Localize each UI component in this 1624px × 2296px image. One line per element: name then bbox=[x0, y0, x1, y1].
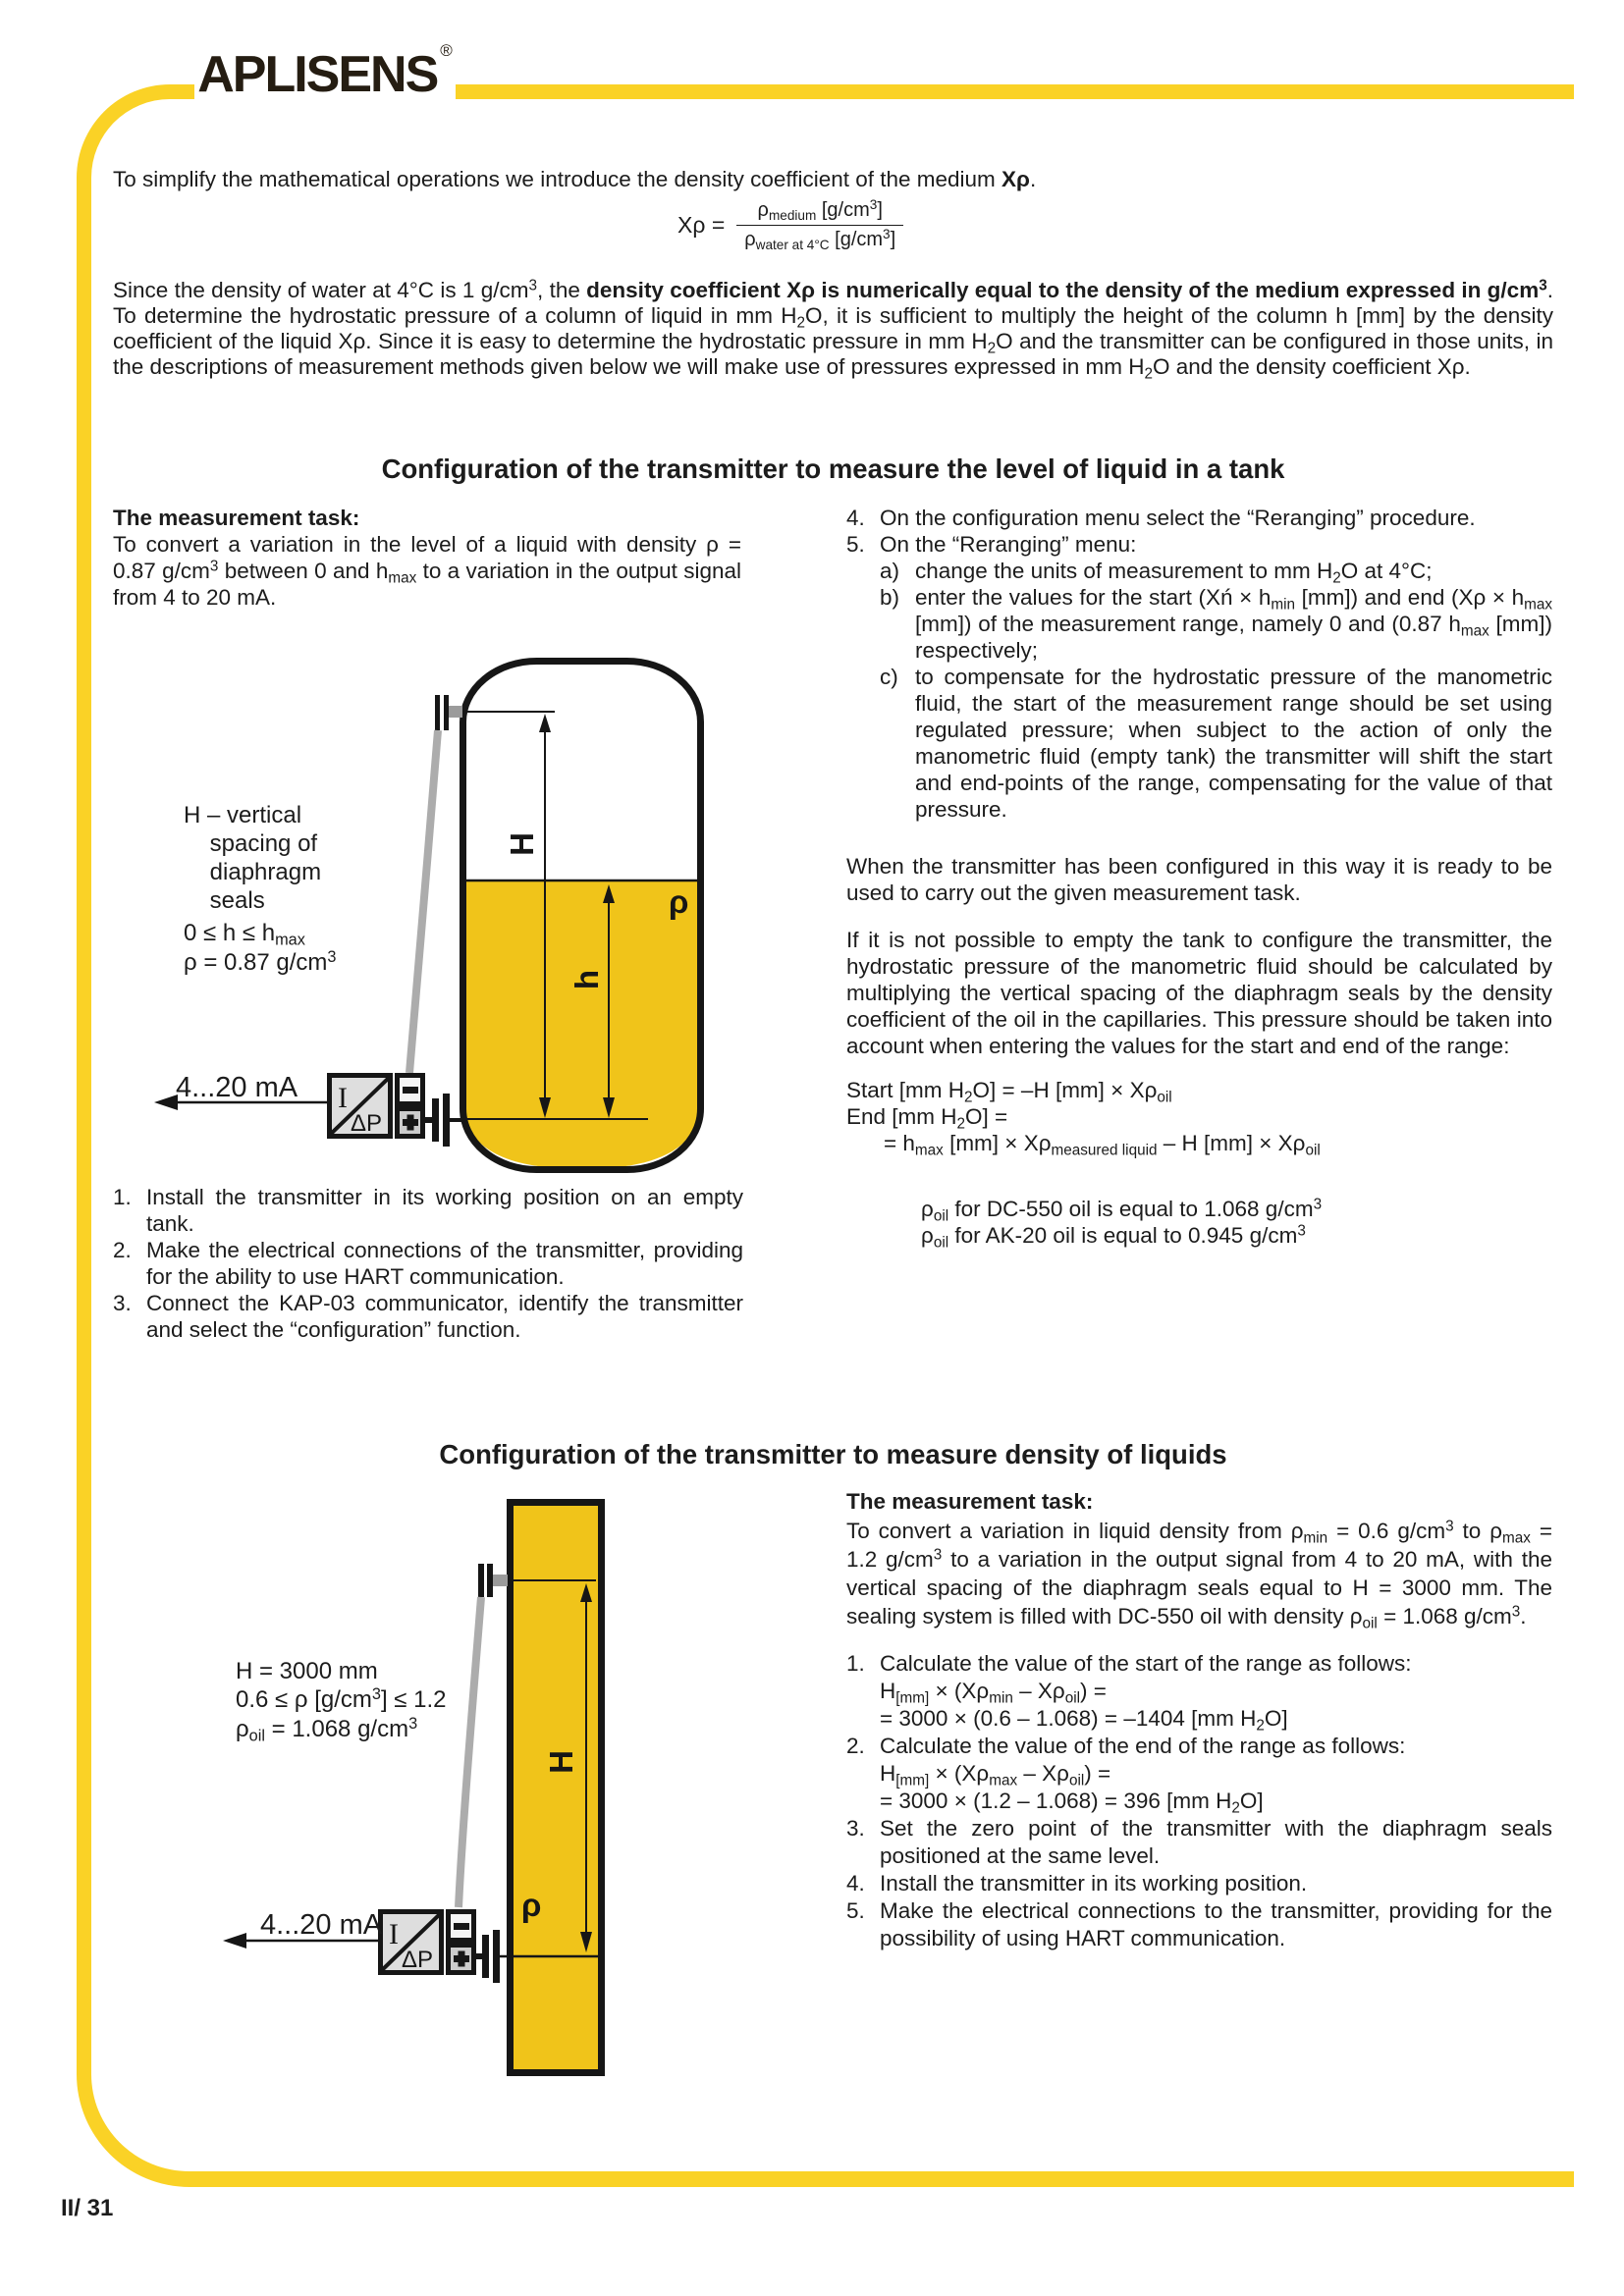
transmitter-dp-label: ΔP bbox=[402, 1947, 434, 1973]
tank-density-symbol: ρ bbox=[669, 883, 689, 920]
list-text: Install the transmitter in its working position on an empty tank. bbox=[146, 1185, 743, 1236]
lower-diaphragm-seal-flange bbox=[432, 1094, 450, 1147]
sub-list-text: change the units of measurement to mm $H_2O$ at 4°C; bbox=[915, 559, 1433, 587]
registered-trademark-icon: ® bbox=[440, 41, 453, 60]
sub-list-label: c) bbox=[880, 665, 898, 689]
liquid-density-label: ρ = 0.87 $g/cm^3$ bbox=[184, 947, 337, 976]
list-number: 2. bbox=[113, 1238, 132, 1262]
s1-right-column bbox=[846, 505, 1552, 1252]
density-coefficient-formula bbox=[677, 199, 903, 251]
intro-paragraph-2: Since the density of water at 4°C is 1 $g/cm^3$, the density coefficient Xρ is numerically equal to the density of the medium expressed in $g/cm^3$. To determine the hydrostatic pressure of a column of liquid in mm $H_2O$, it is sufficient to multiply the height of the column h [mm] by the density coefficient of the liquid Xρ. Since it is easy to determine the hydrostatic pressure in mm $H_2O$ and the transmitter can be configured in those units, in the descriptions of measurement methods given below we will make use of pressures expressed in mm $H_2O$ and the density coefficient Xρ. bbox=[113, 277, 1553, 383]
dim-H-label: H bbox=[504, 832, 540, 856]
formula-denominator: $\rho_{water at 4^\circ C}$ $[g/cm^3]$ bbox=[736, 225, 903, 251]
seal-spacing-label: H – vertical spacing of diaphragm seals bbox=[184, 802, 322, 914]
sub-list-item bbox=[880, 558, 1552, 587]
list-text: On the “Reranging” menu: bbox=[880, 532, 1137, 557]
output-signal-label: 4...20 mA bbox=[260, 1909, 383, 1941]
list-text: On the configuration menu select the “Reranging” procedure. bbox=[880, 506, 1476, 530]
list-text: Calculate the value of the start of the range as follows: $H_{[mm]} \times (X\rho_{min} - X\rho_{oil})$ = = 3000 × (0.6 – 1.068) = –1404 [mm $H_2O$] bbox=[880, 1651, 1412, 1735]
seal-spacing-value-label: H = 3000 mm bbox=[236, 1658, 378, 1684]
output-signal-label: 4...20 mA bbox=[176, 1072, 298, 1103]
brand-logo bbox=[194, 24, 456, 126]
list-item bbox=[846, 1815, 1552, 1870]
column-density-symbol: ρ bbox=[521, 1887, 542, 1923]
list-item bbox=[113, 1184, 743, 1237]
range-start-formula: Start [mm $H_2O] = -H$ $[mm] \times X\rho_{oil}$ bbox=[846, 1078, 1172, 1106]
oil-density-note-dc550: $\rho_{oil}$ for DC-550 oil is equal to 1.068 $g/cm^3$ bbox=[921, 1196, 1323, 1225]
tank-liquid bbox=[463, 881, 700, 1169]
list-number: 3. bbox=[846, 1816, 865, 1841]
tank bbox=[460, 662, 702, 1170]
dim-H-arrow-up bbox=[539, 714, 551, 732]
list-number: 3. bbox=[113, 1291, 132, 1315]
list-text: Install the transmitter in its working position. bbox=[880, 1871, 1308, 1896]
list-item bbox=[113, 1290, 743, 1343]
list-item bbox=[846, 1650, 1552, 1733]
formula-lhs: Xρ = bbox=[677, 212, 726, 238]
s1-task-label: The measurement task: bbox=[113, 506, 360, 530]
list-number: 5. bbox=[846, 1898, 865, 1923]
liquid-column bbox=[511, 1503, 602, 2073]
list-item bbox=[846, 1870, 1552, 1897]
level-range-label: $0 \le h \le h_{max}$ bbox=[184, 920, 305, 949]
list-text: Connect the KAP-03 communicator, identify the transmitter and select the “configuration” function. bbox=[146, 1291, 743, 1342]
formula-numerator: $\rho_{medium}$ $[g/cm^3]$ bbox=[757, 197, 883, 223]
density-measurement-diagram bbox=[113, 1472, 746, 2106]
paragraph-configured: When the transmitter has been configured in this way it is ready to be used to carry out the given measurement task. bbox=[846, 854, 1552, 905]
formula-fraction bbox=[736, 199, 903, 251]
brand-logo-text: APLISENS bbox=[197, 46, 438, 103]
arrow-left-icon bbox=[154, 1095, 178, 1110]
s2-steps-list bbox=[846, 1650, 1552, 1952]
minus-glyph bbox=[403, 1087, 418, 1094]
dim-H-label: H bbox=[543, 1750, 579, 1774]
capillary-tube bbox=[409, 730, 438, 1073]
sub-list-text: to compensate for the hydrostatic pressure of the manometric fluid, the start of the measurement range should be set using regulated pressure; when subject to the action of only the manometric fluid (empty tank) the transmitter will shift the start and end-points of the range, compensating for the value of that pressure. bbox=[915, 665, 1552, 822]
list-item bbox=[113, 1237, 743, 1290]
transmitter-current-label: I bbox=[338, 1082, 348, 1114]
paragraph-not-possible: If it is not possible to empty the tank to configure the transmitter, the hydrostatic pressure of the manometric fluid should be calculated by multiplying the vertical spacing of the diaphragm seals by the density coefficient of the oil in the capillaries. This pressure should be taken into account when entering the values for the start and end of the range: bbox=[846, 928, 1552, 1058]
transmitter-dp-label: ΔP bbox=[351, 1110, 383, 1137]
minus-glyph bbox=[454, 1923, 469, 1930]
page-number: II/ 31 bbox=[61, 2195, 114, 2221]
s2-task-text: To convert a variation in liquid density from $\rho_{min} = 0.6$ $g/cm^3$ to $\rho_{max} = 1.2$ $g/cm^3$ to a variation in the output signal from 4 to 20 mA, with the vertical spacing of the diaphragm seals equal to H = 3000 mm. The sealing system is filled with DC-550 oil with density $\rho_{oil} = 1.068$ $g/cm^3$. bbox=[846, 1518, 1552, 1632]
list-number: 2. bbox=[846, 1734, 865, 1758]
sub-list-text: enter the values for the start (Xń × $h_{min}$ [mm]) and end ($X\rho \times h_{max}$ [mm]) of the measurement range, namely 0 and (0.87 $h_{max}$ [mm]) respectively; bbox=[915, 585, 1552, 663]
section1-heading: Configuration of the transmitter to measure the level of liquid in a tank bbox=[381, 454, 1285, 484]
dp-transmitter bbox=[330, 1076, 464, 1148]
upper-seal-stub bbox=[493, 1575, 508, 1586]
oil-density-label: $\rho_{oil} = 1.068$ $g/cm^3$ bbox=[236, 1714, 418, 1745]
list-number: 5. bbox=[846, 532, 865, 557]
section2-heading: Configuration of the transmitter to measure density of liquids bbox=[439, 1439, 1227, 1469]
list-text: Set the zero point of the transmitter with the diaphragm seals positioned at the same level. bbox=[880, 1816, 1552, 1868]
list-number: 1. bbox=[846, 1651, 865, 1676]
lower-diaphragm-seal-flange bbox=[482, 1930, 500, 1983]
sub-list-item bbox=[880, 664, 1552, 823]
s1-steps-1-3 bbox=[113, 1184, 743, 1343]
sub-list-item bbox=[880, 584, 1552, 664]
list-text: Make the electrical connections to the transmitter, providing for the possibility of using HART communication. bbox=[880, 1898, 1552, 1950]
sub-list-label: a) bbox=[880, 559, 900, 583]
upper-diaphragm-seal-flange bbox=[435, 695, 462, 730]
list-item bbox=[846, 531, 1552, 558]
list-item bbox=[846, 1733, 1552, 1815]
range-end-formula-line1: End [mm $H_2O$] = bbox=[846, 1104, 1008, 1133]
tank-level-diagram bbox=[113, 587, 746, 1176]
sub-list-label: b) bbox=[880, 585, 900, 610]
dim-h-label: h bbox=[568, 969, 605, 990]
s1-task-text: To convert a variation in the level of a liquid with density ρ = 0.87 $g/cm^3$ between 0 and $h_{max}$ to a variation in the output signal from 4 to 20 mA. bbox=[113, 532, 742, 610]
transmitter-current-label: I bbox=[389, 1918, 399, 1950]
list-text: Calculate the value of the end of the range as follows: $H_{[mm]} \times (X\rho_{max} - X\rho_{oil})$ = = 3000 × (1.2 – 1.068) = 396 [mm $H_2O$] bbox=[880, 1734, 1406, 1817]
list-number: 4. bbox=[846, 506, 865, 530]
oil-density-note-ak20: $\rho_{oil}$ for AK-20 oil is equal to 0.945 $g/cm^3$ bbox=[921, 1222, 1306, 1252]
range-end-formula-line2: = $h_{max}$ $[mm] \times X\rho_{measured liquid} - H$ $[mm] \times X\rho_{oil}$ bbox=[884, 1131, 1321, 1159]
list-number: 1. bbox=[113, 1185, 132, 1209]
list-item bbox=[846, 1897, 1552, 1952]
upper-diaphragm-seal-flange bbox=[478, 1564, 508, 1597]
intro-paragraph-1: To simplify the mathematical operations we introduce the density coefficient of the medium Xρ. bbox=[113, 167, 1037, 191]
list-text: Make the electrical connections of the transmitter, providing for the ability to use HART communication. bbox=[146, 1238, 743, 1289]
list-number: 4. bbox=[846, 1871, 865, 1896]
density-svg bbox=[113, 1472, 746, 2106]
arrow-left-icon bbox=[223, 1933, 246, 1949]
capillary-tube bbox=[459, 1597, 481, 1907]
density-range-label: 0.6 ≤ ρ $[g/cm^3] \le 1.2$ bbox=[236, 1684, 447, 1713]
dp-transmitter bbox=[381, 1912, 501, 1984]
upper-seal-stub bbox=[449, 706, 462, 718]
s2-right-column bbox=[846, 1488, 1552, 1952]
s2-task-label: The measurement task: bbox=[846, 1489, 1094, 1514]
list-item bbox=[846, 505, 1552, 531]
